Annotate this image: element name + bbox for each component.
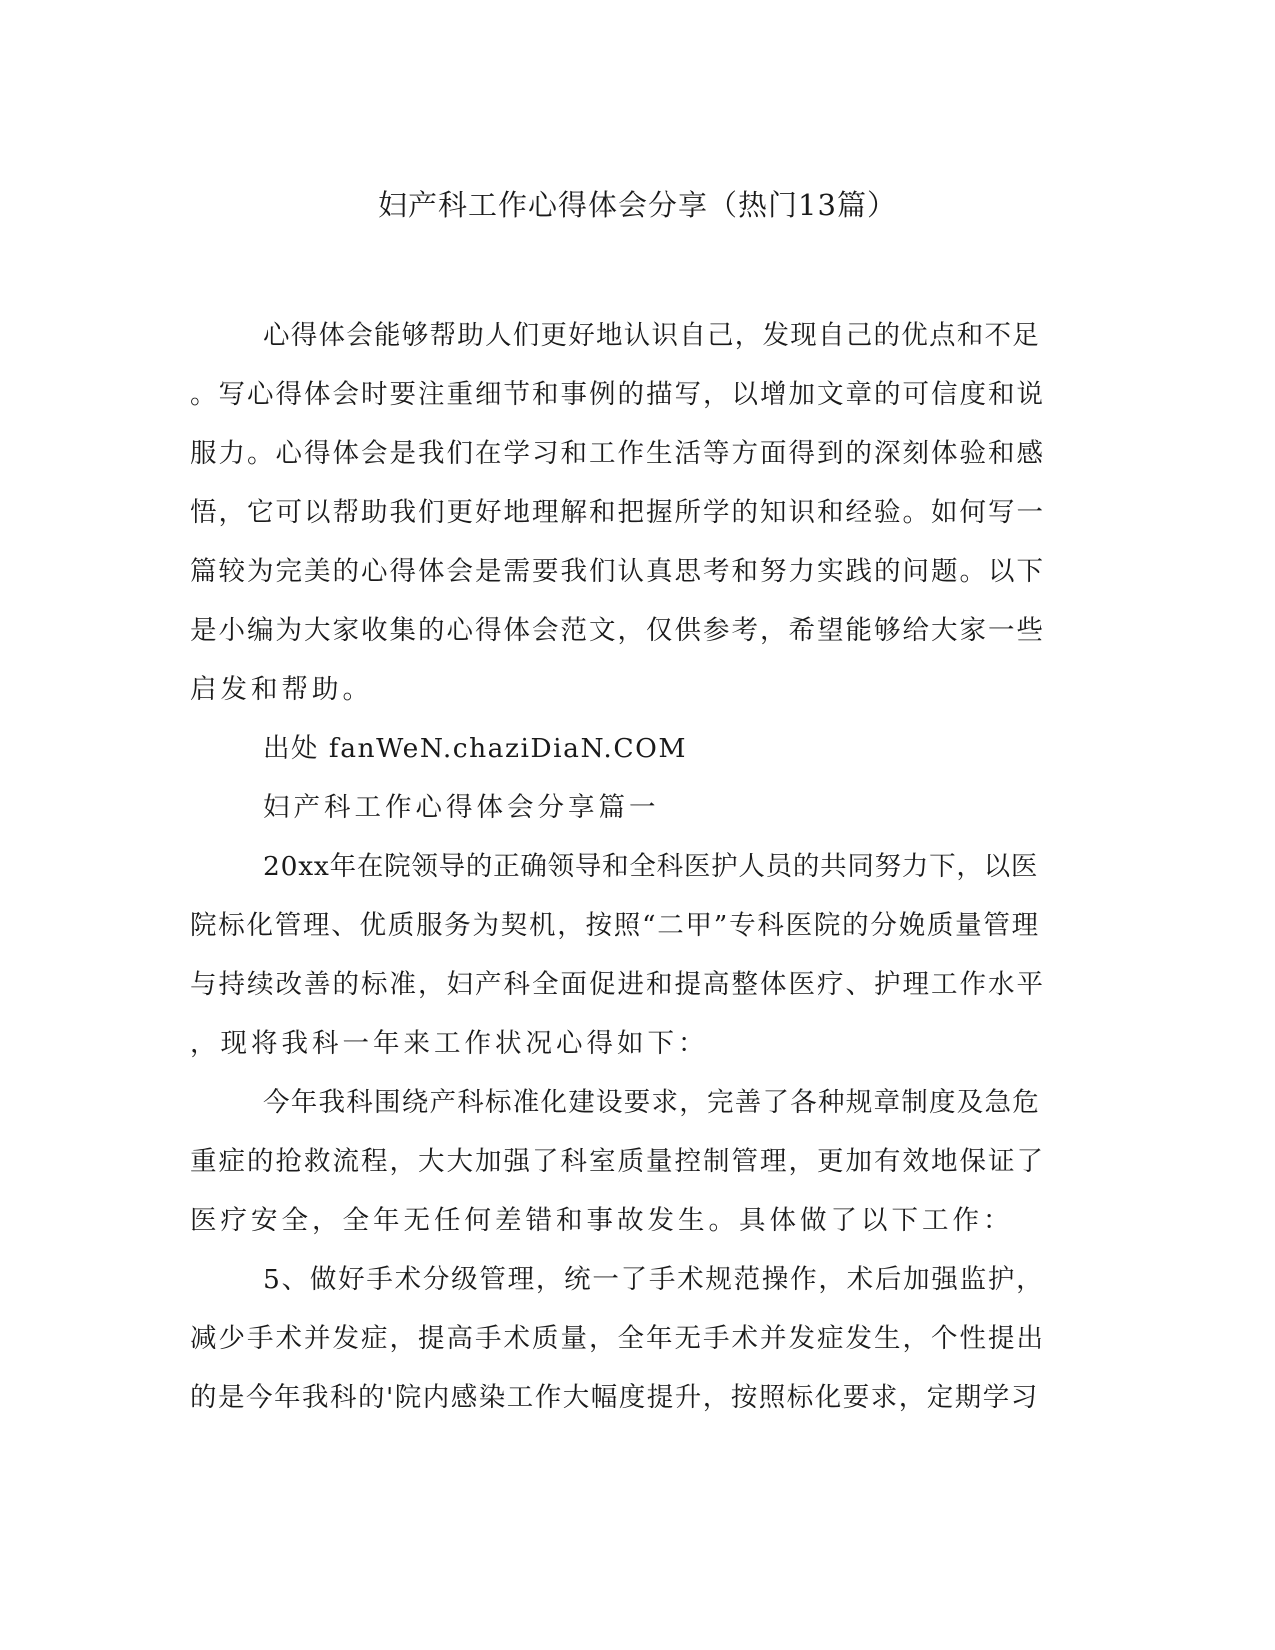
paragraph-line: 与持续改善的标准，妇产科全面促进和提高整体医疗、护理工作水平 [190,969,1045,1000]
paragraph-line: 篇较为完美的心得体会是需要我们认真思考和努力实践的问题。以下 [190,556,1045,587]
paragraph-line: 的是今年我科的'院内感染工作大幅度提升，按照标化要求，定期学习 [190,1382,1039,1413]
paragraph-line: 启发和帮助。 [190,674,373,705]
paragraph-line: ，现将我科一年来工作状况心得如下： [190,1028,709,1059]
paragraph-line: 医疗安全，全年无任何差错和事故发生。具体做了以下工作： [190,1205,1014,1236]
paragraph-line: 今年我科围绕产科标准化建设要求，完善了各种规章制度及急危 [263,1087,1040,1118]
paragraph-line: 重症的抢救流程，大大加强了科室质量控制管理，更加有效地保证了 [190,1146,1045,1177]
document-title: 妇产科工作心得体会分享（热门13篇） [378,188,897,222]
paragraph-line: 服力。心得体会是我们在学习和工作生活等方面得到的深刻体验和感 [190,438,1045,469]
section-heading: 妇产科工作心得体会分享篇一 [263,792,660,823]
paragraph-line: 减少手术并发症，提高手术质量，全年无手术并发症发生，个性提出 [190,1323,1045,1354]
paragraph-line: 5、做好手术分级管理，统一了手术规范操作，术后加强监护， [263,1264,1045,1295]
paragraph-line: 20xx年在院领导的正确领导和全科医护人员的共同努力下，以医 [263,851,1039,882]
paragraph-line: 悟，它可以帮助我们更好地理解和把握所学的知识和经验。如何写一 [190,497,1045,528]
paragraph-line: 心得体会能够帮助人们更好地认识自己，发现自己的优点和不足 [263,320,1040,351]
paragraph-line: 是小编为大家收集的心得体会范文，仅供参考，希望能够给大家一些 [190,615,1045,646]
source-line: 出处 fanWeN.chaziDiaN.COM [263,733,687,764]
paragraph-line: 院标化管理、优质服务为契机，按照“二甲”专科医院的分娩质量管理 [190,910,1040,941]
paragraph-line: 。写心得体会时要注重细节和事例的描写，以增加文章的可信度和说 [190,379,1045,410]
